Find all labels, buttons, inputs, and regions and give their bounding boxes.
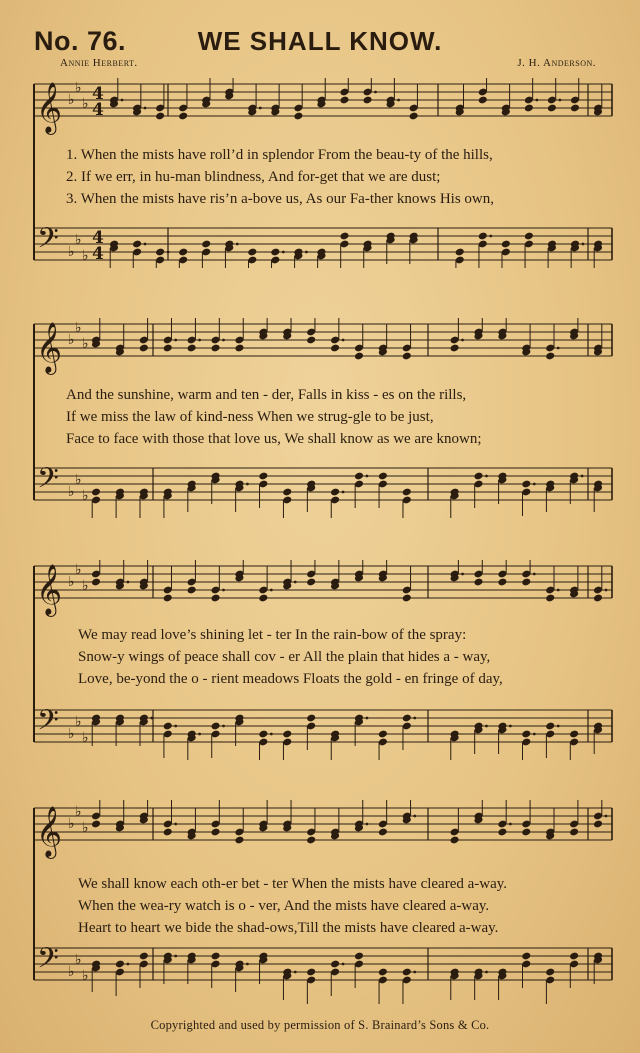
lyric-line: 1. When the mists have roll’d in splendor From the beau-ty of the hills,	[66, 147, 493, 163]
svg-text:♭: ♭	[75, 320, 82, 336]
lyric-line: 3. When the mists have ris’n a-bove us, As our Fa-ther knows His own,	[66, 191, 494, 207]
lyric-line: We shall know each oth-er bet - ter When the mists have cleared a-way.	[78, 876, 508, 892]
lyric-line: When the wea-ry watch is o - ver, And the mists have cleared a-way.	[78, 898, 490, 914]
music-system-1	[28, 78, 616, 268]
lyric-line: Heart to heart we bide the shad-ows,Till the mists have cleared a-way.	[78, 920, 499, 936]
music-system-3	[28, 560, 616, 760]
svg-text:♭: ♭	[68, 816, 75, 832]
svg-text:4: 4	[92, 84, 104, 104]
lyricist-credit: Annie Herbert.	[60, 57, 138, 69]
svg-text:♭: ♭	[75, 804, 82, 820]
svg-text:♭: ♭	[82, 336, 89, 352]
svg-text:♭: ♭	[75, 80, 82, 96]
svg-text:♭: ♭	[82, 730, 89, 746]
svg-text:♭: ♭	[82, 820, 89, 836]
svg-text:♭: ♭	[75, 562, 82, 578]
svg-text:4: 4	[92, 100, 104, 120]
svg-text:♭: ♭	[68, 484, 75, 500]
svg-text:𝄢: 𝄢	[37, 462, 59, 502]
copyright-notice: Copyrighted and used by permission of S. Brainard’s Sons & Co.	[150, 1018, 490, 1032]
svg-text:♭: ♭	[82, 96, 89, 112]
svg-text:♭: ♭	[82, 488, 89, 504]
svg-text:4: 4	[92, 244, 104, 264]
svg-text:4: 4	[92, 228, 104, 248]
svg-text:𝄞: 𝄞	[36, 322, 63, 373]
svg-text:♭: ♭	[68, 574, 75, 590]
svg-text:♭: ♭	[68, 92, 75, 108]
hymn-title: WE SHALL KNOW.	[197, 26, 443, 56]
svg-text:𝄞: 𝄞	[36, 564, 63, 615]
svg-text:𝄢: 𝄢	[37, 222, 59, 262]
lyric-line: 2. If we err, in hu-man blindness, And for-get that we are dust;	[66, 169, 441, 185]
svg-text:𝄢: 𝄢	[37, 704, 59, 744]
svg-text:♭: ♭	[68, 244, 75, 260]
hymn-number: No. 76.	[34, 26, 127, 56]
svg-text:♭: ♭	[75, 472, 82, 488]
svg-text:♭: ♭	[82, 248, 89, 264]
lyric-line: Face to face with those that love us, We shall know as we are known;	[66, 431, 482, 447]
svg-text:𝄢: 𝄢	[37, 942, 59, 982]
lyric-line: Snow-y wings of peace shall cov - er All the plain that hides a - way,	[78, 649, 491, 665]
lyric-line: We may read love’s shining let - ter In the rain-bow of the spray:	[78, 627, 467, 643]
svg-text:♭: ♭	[75, 952, 82, 968]
svg-text:𝄞: 𝄞	[36, 806, 63, 857]
lyric-line: Love, be-yond the o - rient meadows Floats the gold - en fringe of day,	[78, 671, 503, 687]
svg-text:♭: ♭	[68, 964, 75, 980]
svg-text:♭: ♭	[82, 578, 89, 594]
music-system-4	[28, 800, 616, 1010]
svg-text:♭: ♭	[68, 726, 75, 742]
svg-text:♭: ♭	[68, 332, 75, 348]
music-system-2	[28, 318, 616, 518]
svg-text:♭: ♭	[75, 714, 82, 730]
lyric-line: If we miss the law of kind-ness When we strug-gle to be just,	[66, 409, 434, 425]
composer-credit: J. H. Anderson.	[517, 57, 596, 69]
svg-text:𝄞: 𝄞	[36, 82, 63, 133]
svg-text:♭: ♭	[82, 968, 89, 984]
lyric-line: And the sunshine, warm and ten - der, Falls in kiss - es on the rills,	[66, 387, 467, 403]
svg-text:♭: ♭	[75, 232, 82, 248]
